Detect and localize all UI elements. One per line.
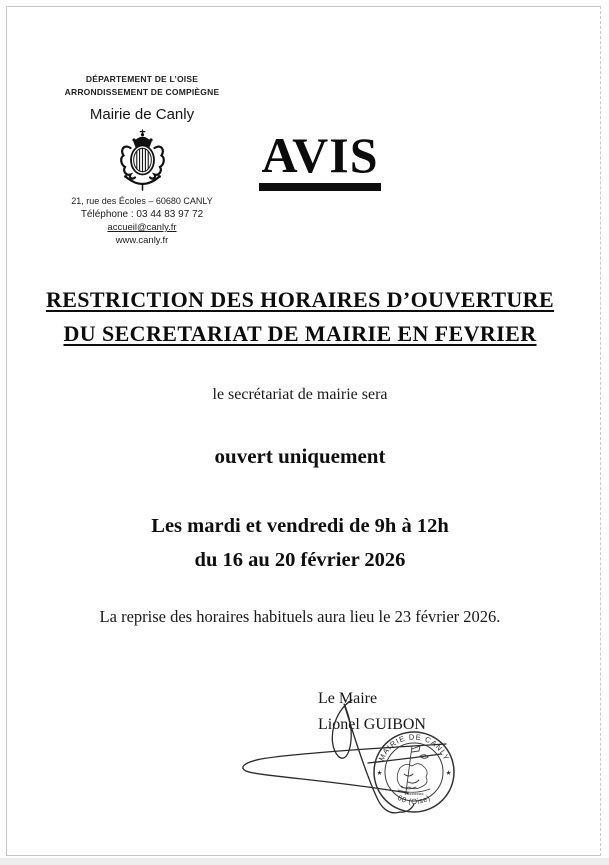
scan-edge-artifact <box>0 858 609 865</box>
avis-title: AVIS <box>261 127 379 183</box>
website-line: www.canly.fr <box>115 235 169 246</box>
signer-role: Le Maire <box>318 690 378 707</box>
schedule-line1: Les mardi et vendredi de 9h à 12h <box>151 515 449 537</box>
emphasis-text: ouvert uniquement <box>214 444 386 468</box>
notice-title-line2: DU SECRETARIAT DE MAIRIE EN FEVRIER <box>63 321 537 346</box>
avis-banner <box>240 128 400 191</box>
svg-text:60 (Oise) <box>396 793 432 806</box>
signature-block <box>318 686 426 738</box>
email-link[interactable]: accueil@canly.fr <box>107 222 177 233</box>
resumption-text: La reprise des horaires habituels aura lieu le 23 février 2026. <box>99 607 501 626</box>
department-line: DÉPARTEMENT DE L’OISE <box>85 74 199 84</box>
official-stamp-icon <box>374 732 454 812</box>
avis-underline-bar <box>259 183 381 191</box>
notice-title <box>0 283 600 351</box>
schedule-text <box>0 509 600 577</box>
stamp-emblem-icon <box>397 746 430 794</box>
coat-of-arms-icon <box>52 129 232 193</box>
schedule-line2: du 16 au 20 février 2026 <box>194 549 406 571</box>
signature-and-stamp-overlay <box>0 655 609 835</box>
address-line: 21, rue des Écoles – 60680 CANLY <box>71 196 213 206</box>
stamp-star-left-icon: ★ <box>376 770 383 777</box>
phone-line: Téléphone : 03 44 83 97 72 <box>80 209 204 220</box>
email-line <box>52 221 232 234</box>
stamp-top-text: MAIRIE DE CANLY <box>376 732 452 763</box>
signer-name: Lionel GUIBON <box>318 716 426 733</box>
stamp-star-right-icon: ★ <box>445 770 452 777</box>
mairie-name: Mairie de Canly <box>89 106 195 123</box>
arrondissement-line: ARRONDISSEMENT DE COMPIÈGNE <box>64 87 220 97</box>
letterhead <box>52 73 232 247</box>
intro-text: le secrétariat de mairie sera <box>212 386 388 403</box>
stamp-bottom-text: 60 (Oise) <box>396 793 432 807</box>
notice-title-line1: RESTRICTION DES HORAIRES D’OUVERTURE <box>45 287 555 312</box>
